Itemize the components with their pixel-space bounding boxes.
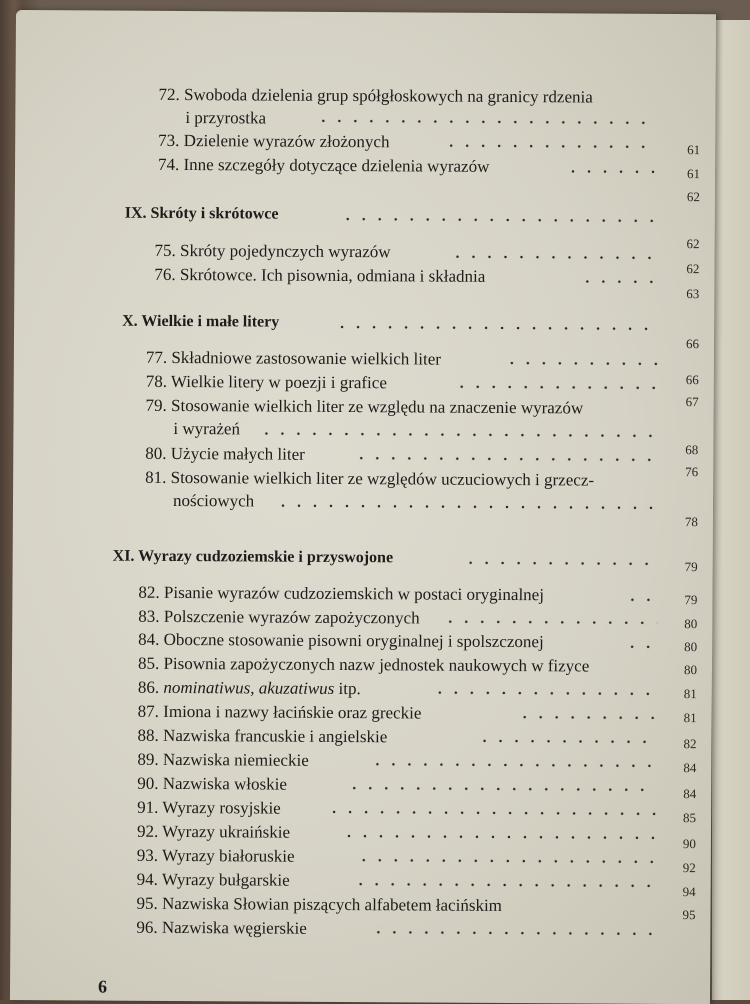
entry-number: 77. xyxy=(145,347,168,367)
entry-title: Dzielenie wyrazów złożonych xyxy=(183,131,390,152)
entry-title: Swoboda dzielenia grup spółgłoskowych na granicy rdzenia xyxy=(183,85,593,107)
page-number: 67 xyxy=(685,394,699,410)
entry-title: Nazwiska włoskie xyxy=(162,773,288,794)
page-number: 62 xyxy=(686,189,700,205)
toc-entry xyxy=(138,628,544,654)
entry-title: Skróty pojedynczych wyrazów xyxy=(179,241,391,262)
toc-entry xyxy=(138,676,361,701)
page-number: 82 xyxy=(683,736,697,752)
entry-number: 75. xyxy=(154,240,176,260)
entry-number: 86. xyxy=(137,677,160,697)
entry-title: Wyrazy rosyjskie xyxy=(162,797,281,818)
entry-number: 78. xyxy=(145,371,168,391)
toc-entry xyxy=(136,892,502,918)
leader-dots xyxy=(315,119,655,125)
leader-dots xyxy=(432,691,657,696)
entry-title: Składniowe zastosowanie wielkich liter xyxy=(171,347,442,369)
toc-entry xyxy=(137,844,295,869)
page-number: 80 xyxy=(683,662,698,678)
entry-number: 83. xyxy=(138,606,160,626)
entry-number: 72. xyxy=(158,84,180,105)
entry-number: 82. xyxy=(138,582,160,602)
entry-continuation xyxy=(185,106,266,130)
entry-title: Stosowanie wielkich liter ze względów uczuciowych i grzecz- xyxy=(170,467,595,490)
leader-dots xyxy=(443,144,653,149)
leader-dots xyxy=(258,431,658,437)
toc-entry xyxy=(137,772,287,797)
entry-number: 87. xyxy=(137,701,160,721)
entry-title-cont: nościowych xyxy=(172,490,255,511)
table-of-contents xyxy=(10,10,716,1004)
toc-entry xyxy=(137,796,281,821)
toc-entry xyxy=(145,442,305,467)
leader-dots xyxy=(334,325,659,331)
entry-title-cont: i wyrażeń xyxy=(173,418,241,439)
entry-number: 88. xyxy=(137,725,159,745)
leader-dots xyxy=(624,598,657,602)
leader-dots xyxy=(326,810,656,816)
toc-entry xyxy=(138,700,422,726)
page-number: 84 xyxy=(683,760,697,776)
entry-title: Inne szczegóły dotyczące dzielenia wyrazów xyxy=(183,155,490,176)
leader-dots xyxy=(346,786,656,792)
entry-number: 79. xyxy=(145,395,167,415)
chapter-heading: IX. Skróty i skrótowce xyxy=(124,204,279,223)
page-number: 90 xyxy=(682,836,696,852)
page-number: 92 xyxy=(682,860,696,876)
leader-dots xyxy=(369,762,656,768)
leader-dots xyxy=(370,930,655,936)
page-number: 94 xyxy=(682,884,696,900)
entry-number: 92. xyxy=(136,821,159,841)
chapter-heading: XI. Wyrazy cudzoziemskie i przyswojone xyxy=(112,547,394,567)
entry-number: 73. xyxy=(158,130,180,151)
leader-dots xyxy=(504,361,659,366)
page-number: 80 xyxy=(684,639,698,655)
page-number: 68 xyxy=(685,442,699,458)
page-number: 79 xyxy=(684,592,698,608)
page-number: 79 xyxy=(684,559,698,575)
toc-entry xyxy=(158,129,389,154)
page-number: 81 xyxy=(683,710,697,726)
toc-entry xyxy=(158,153,489,179)
entry-title: Użycie małych liter xyxy=(170,443,305,464)
toc-entry xyxy=(138,581,544,607)
entry-number: 89. xyxy=(137,749,159,769)
page-number: 66 xyxy=(685,336,700,352)
entry-title: Wyrazy białoruskie xyxy=(161,845,295,866)
leader-dots xyxy=(353,882,656,888)
leader-dots xyxy=(517,715,657,720)
book-page xyxy=(10,10,716,1004)
toc-entry xyxy=(137,820,290,845)
entry-number: 84. xyxy=(138,629,160,649)
page-number: 85 xyxy=(683,810,697,826)
toc-entry xyxy=(137,724,387,750)
page-number: 61 xyxy=(687,142,701,158)
toc-entry xyxy=(154,239,390,264)
page-number: 62 xyxy=(686,236,700,252)
page-number: 62 xyxy=(686,261,700,277)
page-number: 61 xyxy=(686,166,701,182)
leader-dots xyxy=(624,645,657,649)
page-number: 63 xyxy=(686,286,700,302)
entry-title: Oboczne stosowanie pisowni oryginalnej i spolszczonej xyxy=(163,629,544,652)
toc-entry xyxy=(146,346,441,372)
entry-title: Pisownia zapożyczonych nazw jednostek naukowych w fizyce xyxy=(163,653,590,676)
entry-title: Polszczenie wyrazów zapożyczonych xyxy=(163,606,420,628)
page-number: 76 xyxy=(685,464,699,480)
page-number: 95 xyxy=(682,907,696,923)
entry-title-italic: nominatiwus, akuzatiwus xyxy=(163,677,335,698)
entry-number: 80. xyxy=(145,443,167,463)
entry-title: Nazwiska niemieckie xyxy=(162,749,309,770)
entry-title: Nazwiska węgierskie xyxy=(161,917,307,938)
page-number: 66 xyxy=(685,372,699,388)
leader-dots xyxy=(449,255,657,260)
leader-dots xyxy=(565,169,655,174)
leader-dots xyxy=(356,858,656,864)
entry-number: 95. xyxy=(136,893,158,913)
leader-dots xyxy=(340,217,658,223)
entry-number: 81. xyxy=(145,467,167,487)
entry-continuation xyxy=(173,489,254,513)
leader-dots xyxy=(341,834,656,840)
entry-title: Imiona i nazwy łacińskie oraz greckie xyxy=(163,701,422,723)
leader-dots xyxy=(442,620,657,625)
toc-entry xyxy=(154,263,485,289)
entry-number: 76. xyxy=(154,264,176,284)
entry-title: Skrótowce. Ich pisownia, odmiana i składnia xyxy=(179,265,486,286)
entry-continuation xyxy=(173,417,240,441)
entry-title: Wielkie litery w poezji i grafice xyxy=(170,371,387,393)
entry-title-tail: itp. xyxy=(334,678,361,699)
entry-title-cont: i przyrostka xyxy=(185,108,267,128)
page-number: 84 xyxy=(683,786,697,802)
toc-entry xyxy=(137,748,309,773)
toc-entry xyxy=(138,652,589,679)
chapter-heading: X. Wielkie i małe litery xyxy=(122,312,280,331)
page-number: 80 xyxy=(684,616,698,632)
leader-dots xyxy=(579,279,657,283)
entry-number: 85. xyxy=(137,653,160,673)
entry-title: Nazwiska Słowian piszących alfabetem łacińskim xyxy=(161,893,502,915)
leader-dots xyxy=(477,739,657,744)
entry-title: Wyrazy ukraińskie xyxy=(162,821,291,842)
toc-entry xyxy=(146,370,387,395)
entry-number: 96. xyxy=(136,917,158,937)
toc-entry xyxy=(136,916,307,941)
page-number: 78 xyxy=(684,514,698,530)
leader-dots xyxy=(454,385,659,390)
leader-dots xyxy=(353,456,658,462)
leader-dots xyxy=(275,504,658,510)
entry-number: 90. xyxy=(137,773,159,793)
entry-title: Stosowanie wielkich liter ze względu na znaczenie wyrazów xyxy=(171,395,584,418)
entry-number: 93. xyxy=(136,845,159,865)
entry-number: 94. xyxy=(136,869,158,889)
entry-title: Nazwiska francuskie i angielskie xyxy=(163,725,388,747)
toc-entry xyxy=(138,605,419,631)
next-page-edge xyxy=(712,20,750,1000)
entry-title: Pisanie wyrazów cudzoziemskich w postaci oryginalnej xyxy=(163,582,545,605)
entry-title: Wyrazy bułgarskie xyxy=(161,869,290,890)
entry-number: 74. xyxy=(158,154,180,175)
page-number: 81 xyxy=(683,686,697,702)
toc-entry xyxy=(137,868,290,893)
leader-dots xyxy=(463,561,658,566)
entry-number: 91. xyxy=(137,797,159,817)
page-folio: 6 xyxy=(97,976,108,997)
